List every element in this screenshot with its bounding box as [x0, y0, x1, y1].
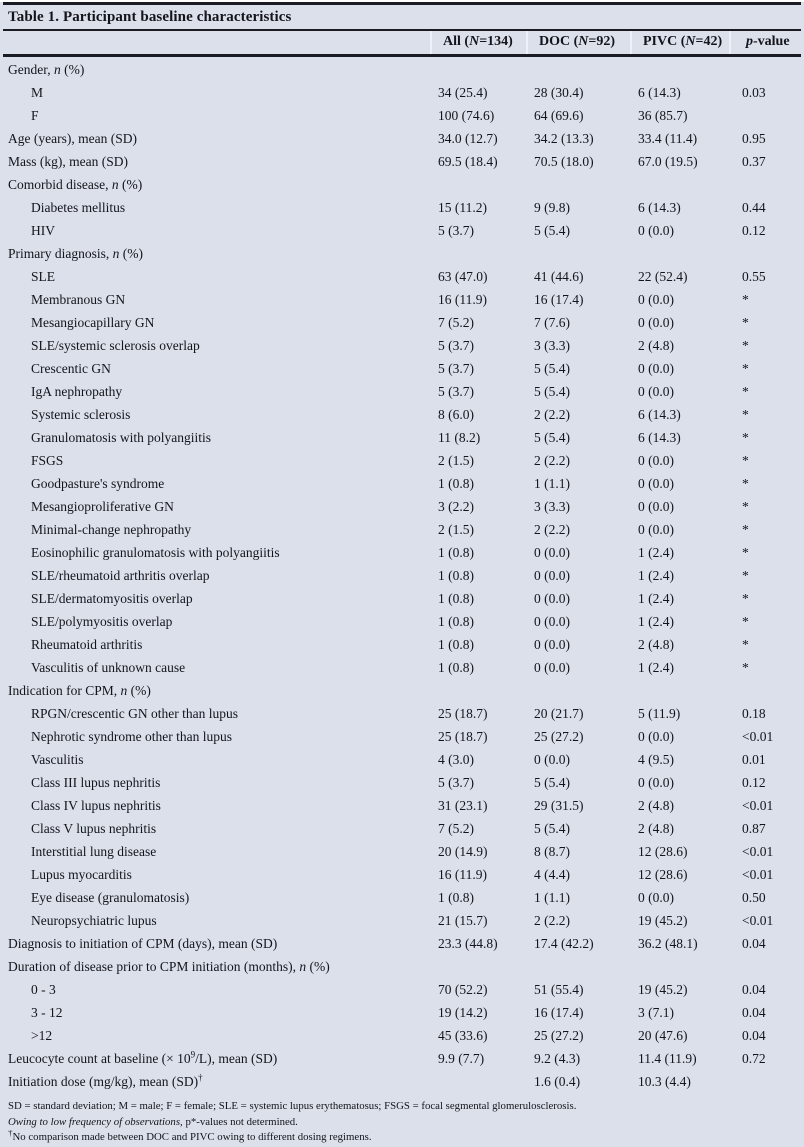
- cell-pivc: 0 (0.0): [638, 361, 674, 376]
- cell-doc: 2 (2.2): [534, 522, 570, 537]
- cell-pivc: 5 (11.9): [638, 706, 681, 721]
- cell-all: 2 (1.5): [438, 522, 474, 537]
- cell-doc: 51 (55.4): [534, 982, 584, 997]
- cell-pvalue: 0.18: [742, 706, 766, 721]
- cell-doc: 25 (27.2): [534, 1028, 584, 1043]
- table-title: Table 1. Participant baseline characteristics: [8, 9, 292, 25]
- row-label: F: [31, 108, 39, 123]
- table-row: [0, 58, 804, 81]
- table-row: [0, 127, 804, 150]
- cell-pivc: 0 (0.0): [638, 729, 674, 744]
- row-label: SLE: [31, 269, 56, 284]
- row-label: Diagnosis to initiation of CPM (days), mean (SD): [8, 936, 278, 951]
- table-row: [0, 610, 804, 633]
- cell-pivc: 2 (4.8): [638, 798, 674, 813]
- cell-doc: 5 (5.4): [534, 361, 570, 376]
- row-label: Leucocyte count at baseline (× $10^9/L$), mean (SD): [8, 1049, 278, 1066]
- cell-all: 25 (18.7): [438, 729, 488, 744]
- cell-pivc: 6 (14.3): [638, 200, 681, 215]
- cell-pvalue: *: [742, 407, 749, 422]
- cell-doc: 70.5 (18.0): [534, 154, 594, 169]
- cell-doc: 3 (3.3): [534, 499, 570, 514]
- cell-pivc: 2 (4.8): [638, 338, 674, 353]
- cell-all: 2 (1.5): [438, 453, 474, 468]
- footnote-line: SD = standard deviation; M = male; F = female; SLE = systemic lupus erythematosus; FSGS = focal segmental glomerulosclerosis.: [8, 1100, 577, 1112]
- cell-all: 15 (11.2): [438, 200, 487, 215]
- row-label: IgA nephropathy: [31, 384, 123, 399]
- cell-pvalue: <0.01: [742, 867, 774, 882]
- row-label: Class III lupus nephritis: [31, 775, 161, 790]
- cell-pivc: 1 (2.4): [638, 660, 674, 675]
- cell-pivc: 1 (2.4): [638, 545, 674, 560]
- cell-pivc: 0 (0.0): [638, 453, 674, 468]
- cell-all: 34 (25.4): [438, 85, 488, 100]
- cell-all: 8 (6.0): [438, 407, 474, 422]
- cell-doc: 16 (17.4): [534, 292, 584, 307]
- table-row: [0, 771, 804, 794]
- cell-doc: 17.4 (42.2): [534, 936, 594, 951]
- table-row: [0, 702, 804, 725]
- cell-pivc: 22 (52.4): [638, 269, 688, 284]
- cell-pvalue: 0.04: [742, 936, 766, 951]
- cell-doc: 5 (5.4): [534, 384, 570, 399]
- cell-doc: 2 (2.2): [534, 453, 570, 468]
- cell-doc: 0 (0.0): [534, 545, 570, 560]
- cell-pivc: 6 (14.3): [638, 430, 681, 445]
- cell-pivc: 33.4 (11.4): [638, 131, 698, 146]
- row-label: Gender, n (%): [8, 62, 85, 77]
- table-row: [0, 426, 804, 449]
- table-row: [0, 633, 804, 656]
- table-row: [0, 909, 804, 932]
- cell-doc: [523, 173, 627, 196]
- cell-doc: 9.2 (4.3): [534, 1051, 581, 1066]
- row-label: Goodpasture's syndrome: [31, 476, 165, 491]
- row-label: Systemic sclerosis: [31, 407, 131, 422]
- cell-all: 7 (5.2): [438, 315, 474, 330]
- table-row: [0, 1001, 804, 1024]
- cell-all: 4 (3.0): [438, 752, 474, 767]
- row-label: SLE/polymyositis overlap: [31, 614, 173, 629]
- cell-doc: 64 (69.6): [534, 108, 584, 123]
- table-row: [0, 1024, 804, 1047]
- cell-doc: 3 (3.3): [534, 338, 570, 353]
- cell-all: 25 (18.7): [438, 706, 488, 721]
- header-label-spacer: [3, 31, 430, 54]
- cell-doc: 0 (0.0): [534, 614, 570, 629]
- cell-pivc: [627, 58, 726, 81]
- cell-pivc: 0 (0.0): [638, 522, 674, 537]
- table-row: [0, 679, 804, 702]
- cell-doc: 41 (44.6): [534, 269, 584, 284]
- table-row: [0, 265, 804, 288]
- table-row: [0, 173, 804, 196]
- cell-pivc: 10.3 (4.4): [638, 1074, 691, 1089]
- cell-doc: 34.2 (13.3): [534, 131, 594, 146]
- cell-doc: 1.6 (0.4): [534, 1074, 581, 1089]
- title-band: [0, 5, 804, 29]
- table-row: [0, 357, 804, 380]
- cell-doc: 0 (0.0): [534, 660, 570, 675]
- cell-all: [427, 173, 523, 196]
- row-label: Primary diagnosis, n (%): [8, 246, 143, 261]
- cell-pvalue: 0.55: [742, 269, 766, 284]
- cell-pvalue: 0.87: [742, 821, 766, 836]
- cell-pvalue: [726, 242, 804, 265]
- table-row: [0, 794, 804, 817]
- cell-all: [427, 58, 523, 81]
- header-col-pvalue: p-value: [729, 31, 801, 54]
- cell-doc: 20 (21.7): [534, 706, 584, 721]
- cell-pvalue: *: [742, 545, 749, 560]
- row-label: Class IV lupus nephritis: [31, 798, 161, 813]
- header-col-doc: DOC (N=92): [526, 31, 630, 54]
- cell-all: [427, 679, 523, 702]
- cell-all: 1 (0.8): [438, 545, 474, 560]
- cell-doc: 29 (31.5): [534, 798, 584, 813]
- cell-pivc: 0 (0.0): [638, 223, 674, 238]
- table-row: [0, 288, 804, 311]
- table-row: [0, 472, 804, 495]
- table-row: [0, 242, 804, 265]
- cell-pvalue: 0.12: [742, 223, 766, 238]
- row-label: FSGS: [31, 453, 64, 468]
- cell-all: 5 (3.7): [438, 223, 474, 238]
- table-row: [0, 587, 804, 610]
- cell-pvalue: <0.01: [742, 913, 774, 928]
- cell-pivc: 19 (45.2): [638, 982, 688, 997]
- cell-all: [427, 955, 523, 978]
- table-header-row: [3, 31, 801, 54]
- cell-pvalue: 0.04: [742, 982, 766, 997]
- table-row: [0, 403, 804, 426]
- cell-pivc: 1 (2.4): [638, 614, 674, 629]
- table-row: [0, 495, 804, 518]
- cell-doc: 0 (0.0): [534, 637, 570, 652]
- cell-pvalue: *: [742, 591, 749, 606]
- footnote-line: †No comparison made between DOC and PIVC owing to different dosing regimens.: [8, 1130, 372, 1143]
- cell-doc: [523, 242, 627, 265]
- cell-all: 5 (3.7): [438, 361, 474, 376]
- cell-pivc: 11.4 (11.9): [638, 1051, 697, 1066]
- cell-pivc: 0 (0.0): [638, 775, 674, 790]
- cell-doc: [523, 955, 627, 978]
- cell-pivc: [627, 242, 726, 265]
- table-row: [0, 886, 804, 909]
- table-row: [0, 311, 804, 334]
- cell-all: 70 (52.2): [438, 982, 488, 997]
- cell-pvalue: *: [742, 292, 749, 307]
- cell-all: 20 (14.9): [438, 844, 488, 859]
- header-col-pivc: PIVC (N=42): [630, 31, 729, 54]
- cell-all: 1 (0.8): [438, 568, 474, 583]
- table-row: [0, 104, 804, 127]
- row-label: Diabetes mellitus: [31, 200, 126, 215]
- cell-pvalue: *: [742, 361, 749, 376]
- cell-all: 1 (0.8): [438, 637, 474, 652]
- cell-pvalue: 0.04: [742, 1005, 766, 1020]
- cell-pvalue: *: [742, 430, 749, 445]
- cell-pvalue: *: [742, 476, 749, 491]
- cell-all: [427, 1070, 523, 1093]
- cell-all: 1 (0.8): [438, 476, 474, 491]
- row-label: SLE/rheumatoid arthritis overlap: [31, 568, 210, 583]
- cell-all: 23.3 (44.8): [438, 936, 498, 951]
- cell-doc: [523, 58, 627, 81]
- cell-doc: 1 (1.1): [534, 476, 570, 491]
- table-row: [0, 932, 804, 955]
- cell-all: 69.5 (18.4): [438, 154, 498, 169]
- cell-all: 1 (0.8): [438, 614, 474, 629]
- table-row: [0, 541, 804, 564]
- cell-pvalue: [726, 104, 804, 127]
- table-row: [0, 840, 804, 863]
- row-label: Minimal-change nephropathy: [31, 522, 192, 537]
- cell-pvalue: [726, 58, 804, 81]
- table-row: [0, 518, 804, 541]
- footnote-line: Owing to low frequency of observations, p*-values not determined.: [8, 1115, 298, 1128]
- row-label: Initiation dose (mg/kg), mean (SD)†: [8, 1072, 203, 1089]
- table-row: [0, 1070, 804, 1093]
- cell-doc: 28 (30.4): [534, 85, 584, 100]
- table-row: [0, 863, 804, 886]
- row-label: Mesangiocapillary GN: [31, 315, 155, 330]
- table-row: [0, 150, 804, 173]
- row-label: M: [31, 85, 44, 100]
- cell-all: 45 (33.6): [438, 1028, 488, 1043]
- cell-pivc: 67.0 (19.5): [638, 154, 698, 169]
- cell-pvalue: 0.44: [742, 200, 766, 215]
- row-label: SLE/systemic sclerosis overlap: [31, 338, 200, 353]
- cell-pvalue: *: [742, 522, 749, 537]
- cell-doc: 5 (5.4): [534, 775, 570, 790]
- row-label: Crescentic GN: [31, 361, 111, 376]
- cell-pvalue: *: [742, 568, 749, 583]
- cell-pivc: 0 (0.0): [638, 315, 674, 330]
- row-label: Vasculitis of unknown cause: [31, 660, 186, 675]
- cell-doc: 2 (2.2): [534, 407, 570, 422]
- cell-all: 63 (47.0): [438, 269, 488, 284]
- cell-pvalue: *: [742, 614, 749, 629]
- row-label: Comorbid disease, n (%): [8, 177, 143, 192]
- cell-pivc: [627, 679, 726, 702]
- table-row: [0, 725, 804, 748]
- cell-pvalue: [726, 955, 804, 978]
- cell-pivc: 19 (45.2): [638, 913, 688, 928]
- cell-pvalue: *: [742, 637, 749, 652]
- row-label: Class V lupus nephritis: [31, 821, 157, 836]
- table-row: [0, 656, 804, 679]
- row-label: Lupus myocarditis: [31, 867, 132, 882]
- table-footnotes: [0, 1093, 804, 1146]
- row-label: >12: [31, 1028, 53, 1043]
- row-label: RPGN/crescentic GN other than lupus: [31, 706, 238, 721]
- cell-all: 3 (2.2): [438, 499, 474, 514]
- row-label: Duration of disease prior to CPM initiation (months), n (%): [8, 959, 330, 974]
- cell-pvalue: 0.03: [742, 85, 766, 100]
- cell-pivc: 6 (14.3): [638, 85, 681, 100]
- cell-doc: 5 (5.4): [534, 430, 570, 445]
- baseline-characteristics-table: [0, 2, 804, 1147]
- cell-all: 9.9 (7.7): [438, 1051, 485, 1066]
- cell-all: 21 (15.7): [438, 913, 488, 928]
- cell-pivc: 0 (0.0): [638, 384, 674, 399]
- cell-doc: 1 (1.1): [534, 890, 570, 905]
- header-col-all: All (N=134): [430, 31, 526, 54]
- cell-pivc: 0 (0.0): [638, 476, 674, 491]
- cell-pvalue: 0.01: [742, 752, 766, 767]
- table-row: [0, 748, 804, 771]
- cell-pivc: 0 (0.0): [638, 890, 674, 905]
- row-label: Nephrotic syndrome other than lupus: [31, 729, 232, 744]
- row-label: HIV: [31, 223, 55, 238]
- table-row: [0, 334, 804, 357]
- cell-pvalue: <0.01: [742, 844, 774, 859]
- table-row: [0, 978, 804, 1001]
- table-row: [0, 219, 804, 242]
- cell-pvalue: [726, 679, 804, 702]
- cell-pivc: 0 (0.0): [638, 499, 674, 514]
- table-row: [0, 196, 804, 219]
- row-label: Membranous GN: [31, 292, 126, 307]
- cell-pivc: 6 (14.3): [638, 407, 681, 422]
- cell-pvalue: [726, 1070, 804, 1093]
- row-label: SLE/dermatomyositis overlap: [31, 591, 193, 606]
- cell-all: 16 (11.9): [438, 292, 487, 307]
- cell-doc: 5 (5.4): [534, 821, 570, 836]
- cell-doc: 0 (0.0): [534, 568, 570, 583]
- table-row: [0, 81, 804, 104]
- header-rule: [3, 54, 801, 57]
- cell-pivc: [627, 173, 726, 196]
- cell-pvalue: 0.50: [742, 890, 766, 905]
- cell-pvalue: 0.04: [742, 1028, 766, 1043]
- cell-doc: 9 (9.8): [534, 200, 570, 215]
- cell-all: 5 (3.7): [438, 338, 474, 353]
- cell-pivc: 2 (4.8): [638, 637, 674, 652]
- cell-all: 5 (3.7): [438, 384, 474, 399]
- table-row: [0, 449, 804, 472]
- row-label: Rheumatoid arthritis: [31, 637, 143, 652]
- cell-pvalue: *: [742, 660, 749, 675]
- cell-all: 19 (14.2): [438, 1005, 488, 1020]
- cell-pivc: 1 (2.4): [638, 591, 674, 606]
- cell-doc: 5 (5.4): [534, 223, 570, 238]
- row-label: Mass (kg), mean (SD): [8, 154, 128, 169]
- row-label: Eosinophilic granulomatosis with polyangiitis: [31, 545, 280, 560]
- cell-pivc: 3 (7.1): [638, 1005, 674, 1020]
- cell-pvalue: 0.95: [742, 131, 766, 146]
- cell-all: 16 (11.9): [438, 867, 487, 882]
- row-label: Granulomatosis with polyangiitis: [31, 430, 211, 445]
- cell-doc: 0 (0.0): [534, 591, 570, 606]
- cell-doc: 7 (7.6): [534, 315, 570, 330]
- cell-pivc: 1 (2.4): [638, 568, 674, 583]
- cell-pvalue: 0.37: [742, 154, 766, 169]
- cell-all: 5 (3.7): [438, 775, 474, 790]
- cell-all: 11 (8.2): [438, 430, 481, 445]
- row-label: Indication for CPM, n (%): [8, 683, 151, 698]
- cell-all: 1 (0.8): [438, 660, 474, 675]
- cell-pivc: 4 (9.5): [638, 752, 674, 767]
- row-label: Neuropsychiatric lupus: [31, 913, 157, 928]
- cell-doc: 0 (0.0): [534, 752, 570, 767]
- cell-pivc: 0 (0.0): [638, 292, 674, 307]
- cell-all: 1 (0.8): [438, 890, 474, 905]
- cell-all: 34.0 (12.7): [438, 131, 498, 146]
- cell-pvalue: <0.01: [742, 729, 774, 744]
- row-label: Mesangioproliferative GN: [31, 499, 174, 514]
- row-label: 3 - 12: [31, 1005, 63, 1020]
- row-label: Interstitial lung disease: [31, 844, 157, 859]
- cell-pvalue: *: [742, 338, 749, 353]
- cell-pivc: [627, 955, 726, 978]
- row-label: Eye disease (granulomatosis): [31, 890, 190, 905]
- table-body: [0, 58, 804, 1093]
- cell-doc: 2 (2.2): [534, 913, 570, 928]
- row-label: Age (years), mean (SD): [8, 131, 137, 146]
- cell-pvalue: *: [742, 384, 749, 399]
- row-label: 0 - 3: [31, 982, 56, 997]
- cell-pvalue: *: [742, 499, 749, 514]
- cell-pivc: 36 (85.7): [638, 108, 688, 123]
- table-row: [0, 380, 804, 403]
- cell-doc: 8 (8.7): [534, 844, 570, 859]
- table-row: [0, 817, 804, 840]
- cell-pvalue: [726, 173, 804, 196]
- cell-all: 1 (0.8): [438, 591, 474, 606]
- cell-pivc: 36.2 (48.1): [638, 936, 698, 951]
- table-row: [0, 955, 804, 978]
- cell-pivc: 20 (47.6): [638, 1028, 688, 1043]
- cell-all: 31 (23.1): [438, 798, 488, 813]
- cell-pivc: 2 (4.8): [638, 821, 674, 836]
- cell-doc: 4 (4.4): [534, 867, 570, 882]
- cell-pivc: 12 (28.6): [638, 844, 688, 859]
- table-row: [0, 564, 804, 587]
- cell-doc: 25 (27.2): [534, 729, 584, 744]
- cell-doc: [523, 679, 627, 702]
- cell-pivc: 12 (28.6): [638, 867, 688, 882]
- cell-pvalue: *: [742, 315, 749, 330]
- table-row: [0, 1047, 804, 1070]
- cell-all: [427, 242, 523, 265]
- cell-all: 7 (5.2): [438, 821, 474, 836]
- row-label: Vasculitis: [31, 752, 84, 767]
- cell-pvalue: *: [742, 453, 749, 468]
- cell-all: 100 (74.6): [438, 108, 495, 123]
- cell-pvalue: 0.12: [742, 775, 766, 790]
- cell-pvalue: 0.72: [742, 1051, 766, 1066]
- cell-doc: 16 (17.4): [534, 1005, 584, 1020]
- cell-pvalue: <0.01: [742, 798, 774, 813]
